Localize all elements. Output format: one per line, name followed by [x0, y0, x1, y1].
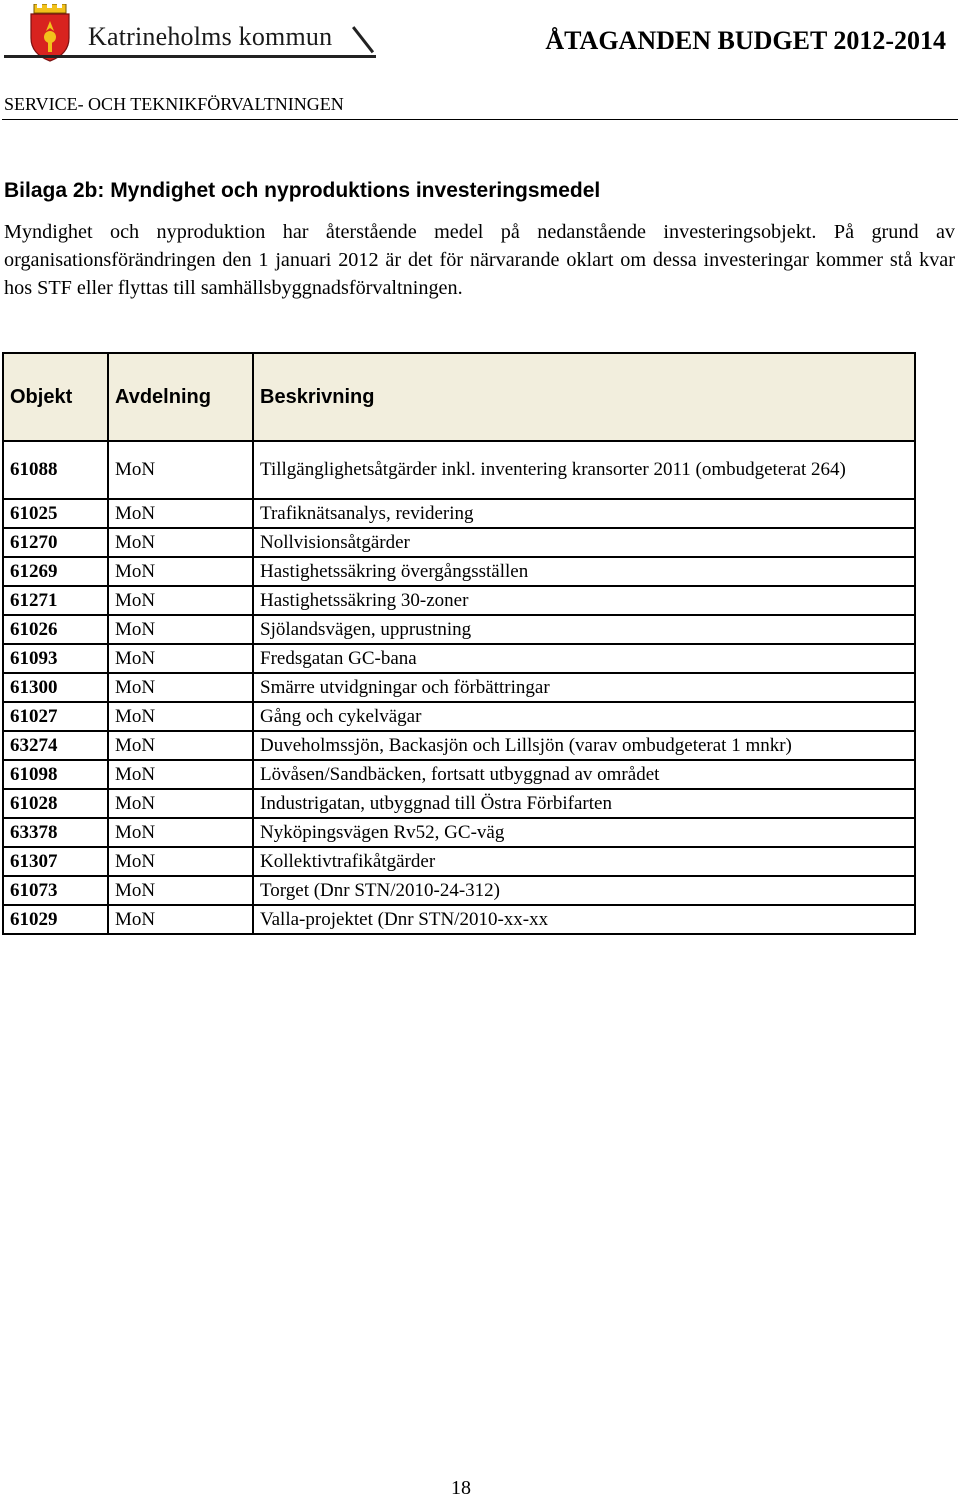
- table-header-row: [3, 353, 915, 441]
- cell-avdelning: MoN: [108, 557, 253, 586]
- header-divider: [2, 119, 958, 120]
- table-row: [3, 760, 915, 789]
- cell-avdelning: MoN: [108, 499, 253, 528]
- table-row: [3, 905, 915, 934]
- cell-avdelning: MoN: [108, 847, 253, 876]
- cell-objekt: 61300: [3, 673, 108, 702]
- cell-beskrivning: Hastighetssäkring övergångsställen: [253, 557, 915, 586]
- cell-avdelning: MoN: [108, 528, 253, 557]
- table-row: [3, 557, 915, 586]
- table-row: [3, 876, 915, 905]
- column-header-beskrivning: Beskrivning: [253, 353, 915, 441]
- cell-beskrivning: Gång och cykelvägar: [253, 702, 915, 731]
- cell-objekt: 63274: [3, 731, 108, 760]
- cell-avdelning: MoN: [108, 644, 253, 673]
- column-header-avdelning: Avdelning: [108, 353, 253, 441]
- cell-avdelning: MoN: [108, 818, 253, 847]
- table-row: [3, 644, 915, 673]
- cell-beskrivning: Fredsgatan GC-bana: [253, 644, 915, 673]
- cell-beskrivning: Kollektivtrafikåtgärder: [253, 847, 915, 876]
- brand-name: Katrineholms kommun: [88, 22, 333, 51]
- column-header-objekt: Objekt: [3, 353, 108, 441]
- cell-objekt: 61028: [3, 789, 108, 818]
- table-row: [3, 441, 915, 499]
- cell-beskrivning: Duveholmssjön, Backasjön och Lillsjön (varav ombudgeterat 1 mnkr): [253, 731, 915, 760]
- cell-beskrivning: Tillgänglighetsåtgärder inkl. inventering kransorter 2011 (ombudgeterat 264): [253, 441, 915, 499]
- table-row: [3, 673, 915, 702]
- cell-beskrivning: Nyköpingsvägen Rv52, GC-väg: [253, 818, 915, 847]
- brand-slash: [352, 26, 374, 53]
- page-number: 18: [451, 1477, 471, 1499]
- cell-objekt: 61027: [3, 702, 108, 731]
- cell-objekt: 61269: [3, 557, 108, 586]
- brand-underline: [4, 55, 376, 58]
- cell-objekt: 61098: [3, 760, 108, 789]
- cell-avdelning: MoN: [108, 615, 253, 644]
- cell-beskrivning: Sjölandsvägen, upprustning: [253, 615, 915, 644]
- cell-avdelning: MoN: [108, 731, 253, 760]
- table-row: [3, 789, 915, 818]
- table-row: [3, 499, 915, 528]
- cell-avdelning: MoN: [108, 702, 253, 731]
- section-heading: Bilaga 2b: Myndighet och nyproduktions investeringsmedel: [4, 179, 601, 202]
- department-name: SERVICE- OCH TEKNIKFÖRVALTNINGEN: [4, 94, 344, 114]
- cell-objekt: 61093: [3, 644, 108, 673]
- table-row: [3, 847, 915, 876]
- cell-beskrivning: Smärre utvidgningar och förbättringar: [253, 673, 915, 702]
- cell-avdelning: MoN: [108, 905, 253, 934]
- cell-beskrivning: Torget (Dnr STN/2010-24-312): [253, 876, 915, 905]
- cell-objekt: 61026: [3, 615, 108, 644]
- cell-avdelning: MoN: [108, 673, 253, 702]
- intro-paragraph: [4, 218, 955, 302]
- table-row: [3, 702, 915, 731]
- cell-beskrivning: Valla-projektet (Dnr STN/2010-xx-xx: [253, 905, 915, 934]
- cell-objekt: 61271: [3, 586, 108, 615]
- investment-table: [2, 352, 916, 935]
- cell-objekt: 61029: [3, 905, 108, 934]
- cell-objekt: 61088: [3, 441, 108, 499]
- cell-objekt: 61307: [3, 847, 108, 876]
- cell-beskrivning: Trafiknätsanalys, revidering: [253, 499, 915, 528]
- cell-avdelning: MoN: [108, 760, 253, 789]
- cell-objekt: 63378: [3, 818, 108, 847]
- cell-avdelning: MoN: [108, 789, 253, 818]
- table-row: [3, 818, 915, 847]
- cell-beskrivning: Industrigatan, utbyggnad till Östra Förbifarten: [253, 789, 915, 818]
- cell-beskrivning: Hastighetssäkring 30-zoner: [253, 586, 915, 615]
- cell-objekt: 61025: [3, 499, 108, 528]
- document-title: ÅTAGANDEN BUDGET 2012-2014: [545, 26, 946, 55]
- table-row: [3, 528, 915, 557]
- cell-avdelning: MoN: [108, 441, 253, 499]
- cell-beskrivning: Lövåsen/Sandbäcken, fortsatt utbyggnad av området: [253, 760, 915, 789]
- cell-avdelning: MoN: [108, 586, 253, 615]
- cell-objekt: 61073: [3, 876, 108, 905]
- cell-objekt: 61270: [3, 528, 108, 557]
- cell-beskrivning: Nollvisionsåtgärder: [253, 528, 915, 557]
- coat-of-arms-icon: [28, 4, 72, 62]
- intro-text: Myndighet och nyproduktion har återstående medel på nedanstående investeringsobjekt. På grund av organisationsförändringen den 1 januari 2012 är det för närvarande oklart om dessa investeringar kommer stå kvar hos STF eller flyttas till samhällsbyggnadsförvaltningen.: [4, 221, 955, 299]
- table-row: [3, 586, 915, 615]
- table-row: [3, 615, 915, 644]
- table-row: [3, 731, 915, 760]
- cell-avdelning: MoN: [108, 876, 253, 905]
